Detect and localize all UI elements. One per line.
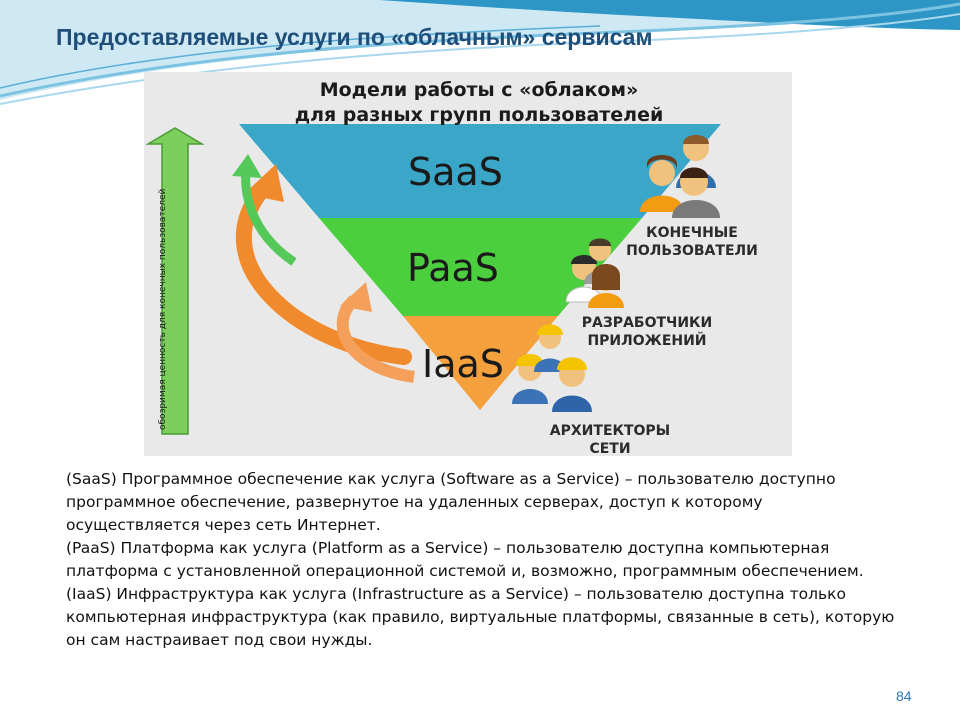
developers-label	[547, 314, 747, 350]
iaas-label: IaaS	[422, 342, 504, 386]
paas-label: PaaS	[407, 246, 499, 290]
value-arrow-caption: обозримая ценность для конечных пользователей	[158, 188, 168, 430]
iaas-description: (IaaS) Инфраструктура как услуга (Infrastructure as a Service) – пользователю доступна только компьютерная инфраструктура (как правило, виртуальные платформы, связанные в сеть), которую он сам настраивает под свои нужды.	[66, 585, 895, 649]
page-number: 84	[896, 688, 912, 704]
description-text	[66, 468, 896, 652]
end-users-label	[592, 224, 792, 260]
value-up-arrow	[148, 128, 202, 434]
saas-label: SaaS	[408, 150, 503, 194]
end-users-label-line1: КОНЕЧНЫЕ	[646, 225, 738, 241]
figure-heading-line2: для разных групп пользователей	[294, 104, 664, 126]
cloud-models-figure	[144, 72, 792, 456]
architects-label	[510, 422, 710, 456]
architects-label-line1: АРХИТЕКТОРЫ	[549, 423, 671, 439]
figure-heading-line1: Модели работы с «облаком»	[319, 79, 639, 101]
architects-label-line2: СЕТИ	[589, 441, 631, 456]
developers-label-line1: РАЗРАБОТЧИКИ	[581, 315, 713, 331]
saas-description: (SaaS) Программное обеспечение как услуга (Software as a Service) – пользователю доступно программное обеспечение, развернутое на удаленных серверах, доступ к которому осуществляется через сеть Интернет.	[66, 470, 836, 534]
paas-description: (PaaS) Платформа как услуга (Platform as a Service) – пользователю доступна компьютерная платформа с установленной операционной системой и, возможно, программным обеспечением.	[66, 539, 864, 580]
slide-title: Предоставляемые услуги по «облачным» сервисам	[56, 24, 653, 50]
developers-label-line2: ПРИЛОЖЕНИЙ	[587, 333, 707, 349]
end-users-label-line2: ПОЛЬЗОВАТЕЛИ	[626, 243, 758, 259]
